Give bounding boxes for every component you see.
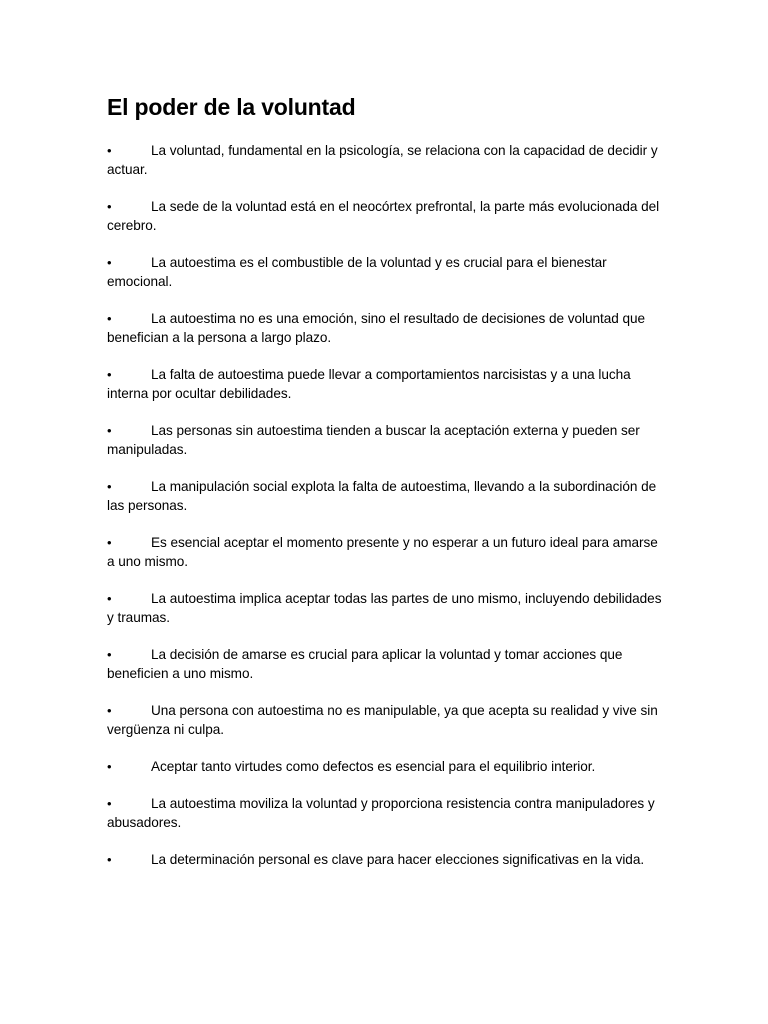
bullet-item [107, 701, 663, 739]
bullet-icon: • [107, 367, 112, 382]
bullet-icon: • [107, 852, 112, 867]
bullet-item [107, 757, 663, 776]
bullet-icon: • [107, 479, 112, 494]
bullet-item [107, 645, 663, 683]
bullet-text: Es esencial aceptar el momento presente y no esperar a un futuro ideal para amarse a uno mismo. [107, 535, 658, 569]
bullet-item [107, 794, 663, 832]
bullet-item [107, 141, 663, 179]
bullet-text: La autoestima no es una emoción, sino el resultado de decisiones de voluntad que benefician a la persona a largo plazo. [107, 311, 646, 345]
bullet-text: La sede de la voluntad está en el neocórtex prefrontal, la parte más evolucionada del cerebro. [107, 199, 660, 233]
bullet-icon: • [107, 143, 112, 158]
bullet-list [107, 141, 663, 887]
bullet-text: La voluntad, fundamental en la psicología, se relaciona con la capacidad de decidir y actuar. [107, 143, 658, 177]
bullet-text: Aceptar tanto virtudes como defectos es esencial para el equilibrio interior. [151, 759, 596, 774]
bullet-icon: • [107, 311, 112, 326]
bullet-icon: • [107, 199, 112, 214]
bullet-icon: • [107, 535, 112, 550]
bullet-item [107, 309, 663, 347]
bullet-text: Una persona con autoestima no es manipulable, ya que acepta su realidad y vive sin vergüenza ni culpa. [107, 703, 658, 737]
bullet-item [107, 589, 663, 627]
bullet-icon: • [107, 255, 112, 270]
bullet-icon: • [107, 591, 112, 606]
bullet-text: La decisión de amarse es crucial para aplicar la voluntad y tomar acciones que beneficien a uno mismo. [107, 647, 623, 681]
bullet-text: Las personas sin autoestima tienden a buscar la aceptación externa y pueden ser manipuladas. [107, 423, 640, 457]
bullet-item [107, 850, 663, 869]
bullet-icon: • [107, 423, 112, 438]
bullet-text: La autoestima es el combustible de la voluntad y es crucial para el bienestar emocional. [107, 255, 607, 289]
bullet-icon: • [107, 796, 112, 811]
bullet-icon: • [107, 759, 112, 774]
bullet-text: La autoestima moviliza la voluntad y proporciona resistencia contra manipuladores y abusadores. [107, 796, 655, 830]
bullet-icon: • [107, 703, 112, 718]
bullet-item [107, 365, 663, 403]
bullet-icon: • [107, 647, 112, 662]
bullet-text: La determinación personal es clave para hacer elecciones significativas en la vida. [151, 852, 645, 867]
document-title: El poder de la voluntad [107, 94, 356, 120]
bullet-text: La autoestima implica aceptar todas las partes de uno mismo, incluyendo debilidades y traumas. [107, 591, 662, 625]
bullet-item [107, 253, 663, 291]
bullet-text: La manipulación social explota la falta de autoestima, llevando a la subordinación de las personas. [107, 479, 657, 513]
bullet-item [107, 533, 663, 571]
bullet-text: La falta de autoestima puede llevar a comportamientos narcisistas y a una lucha interna por ocultar debilidades. [107, 367, 631, 401]
bullet-item [107, 477, 663, 515]
bullet-item [107, 421, 663, 459]
bullet-item [107, 197, 663, 235]
